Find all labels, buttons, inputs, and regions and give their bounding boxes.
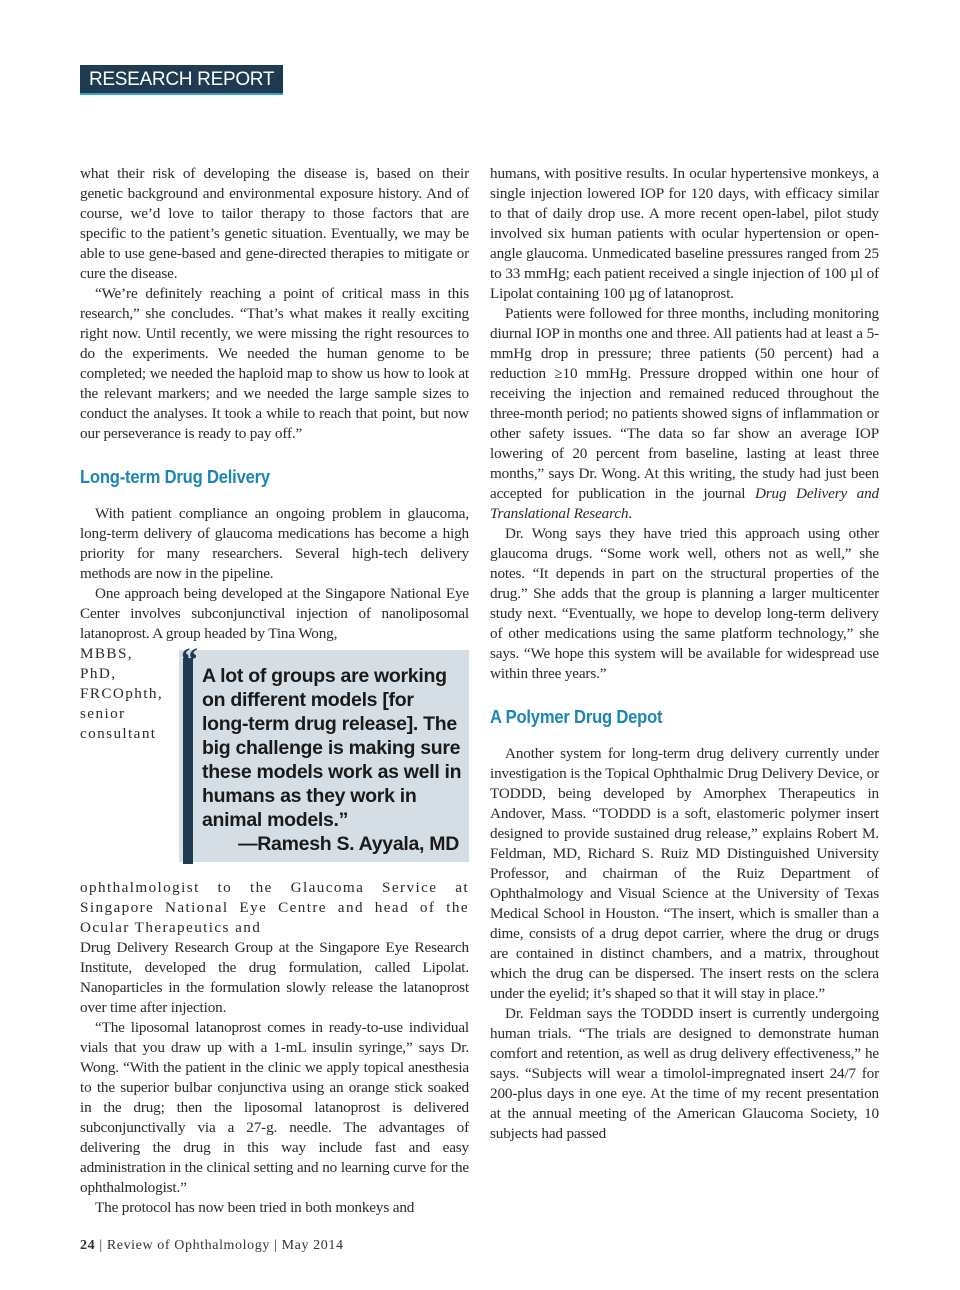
quote-mark-icon: “ — [181, 642, 198, 679]
section-heading-polymer: A Polymer Drug Depot — [490, 707, 663, 727]
paragraph — [490, 304, 879, 524]
paragraph: Drug Delivery Research Group at the Singapore Eye Research Institute, developed the drug formulation, called Lipolat. Nanoparticles in the formulation slowly release the latanoprost over time after injection. — [80, 939, 469, 1016]
right-column — [490, 164, 879, 1144]
pull-quote-text: A lot of groups are working on different models [for long-term drug release]. The big challenge is making sure these models work as well in humans as they work in animal models.” — [202, 665, 462, 831]
paragraph-text: One approach being developed at the Singapore National Eye Center involves subconjunctival injection of nanoliposomal latanoprost. A group headed by Tina Wong, — [80, 585, 469, 642]
pull-quote — [179, 642, 469, 872]
paragraph: Dr. Wong says they have tried this approach using other glaucoma drugs. “Some work well, others not as well,” she notes. “It depends in part on the structural properties of the drug.” She adds that the group is planning a larger multicenter study next. “Eventually, we hope to develop long-term delivery of other medications using the same platform technology,” she says. “We hope this system will be available for widespread use within three years.” — [490, 525, 879, 682]
paragraph: The protocol has now been tried in both monkeys and — [95, 1199, 415, 1216]
pull-quote-bar — [183, 658, 193, 864]
paragraph: “We’re definitely reaching a point of critical mass in this research,” she concludes. “That’s what makes it really exciting right now. Until recently, we were missing the right resources to do the experiments. We needed the human genome to be completed; we needed the haploid map to show us how to look at the relevant markers; and we needed the large sample sizes to conduct the analyses. It took a while to reach that point, but now our perseverance is ready to pay off.” — [80, 285, 469, 442]
issue-date: May 2014 — [281, 1238, 344, 1253]
paragraph: MBBS, PhD, FRCOphth, senior consultant ophthalmologist to the Glaucoma Service at Singapore National Eye Centre and head of the Ocular Therapeutics and — [80, 645, 469, 936]
footer-separator: | — [99, 1238, 103, 1253]
footer-separator: | — [274, 1238, 278, 1253]
paragraph: Dr. Feldman says the TODDD insert is currently undergoing human trials. “The trials are designed to demonstrate human comfort and retention, as well as drug delivery effectiveness,” he says. “Subjects will wear a timolol-impregnated insert 24/7 for 200-plus days in one eye. At the time of my recent presentation at the annual meeting of the American Glaucoma Society, 10 subjects had passed — [490, 1005, 879, 1142]
publication-name: Review of Ophthalmology — [106, 1238, 270, 1253]
page-footer — [80, 1238, 344, 1254]
paragraph-end: . — [628, 505, 632, 522]
paragraph: Another system for long-term drug delivery currently under investigation is the Topical Ophthalmic Drug Delivery Device, or TODDD, being developed by Amorphex Therapeutics in Andover, Mass. “TODDD is a soft, elastomeric polymer insert designed to provide sustained drug release,” explains Robert M. Feldman, MD, Richard S. Ruiz MD Distinguished University Professor, and chairman of the Ruiz Department of Ophthalmology and Visual Science at the University of Texas Medical School in Houston. “The insert, which is smaller than a dime, consists of a drug depot carrier, where the drug or drugs are contained in distinct chambers, and a matrix, throughout which the drug can be dispersed. The insert rests on the sclera under the eyelid; it’s shaped so that it will stay in place.” — [490, 745, 879, 1002]
left-column — [80, 164, 469, 1218]
paragraph-text: Patients were followed for three months, including monitoring diurnal IOP in months one and three. All patients had at least a 5-mmHg drop in pressure; three patients (50 percent) had a reduction ≥10 mmHg. Pressure dropped within one hour of receiving the injection and remained reduced throughout the three-month period; no patients showed signs of inflammation or other safety issues. “The data so far show an average IOP lowering of 20 percent from baseline, lasting at least three months,” says Dr. Wong. At this writing, the study had just been accepted for publication in the journal — [490, 305, 879, 502]
section-tag: RESEARCH REPORT — [80, 65, 283, 95]
pull-quote-attribution: —Ramesh S. Ayyala, MD — [238, 833, 459, 855]
journal-title: Drug Delivery and Translational Research — [490, 485, 879, 522]
paragraph — [80, 584, 469, 644]
paragraph: what their risk of developing the disease is, based on their genetic background and environmental exposure history. And of course, we’d love to tailor therapy to those factors that are specific to the patient’s genetic situation. Eventually, we may be able to use gene-based and gene-directed therapies to mitigate or cure the disease. — [80, 165, 469, 282]
section-heading-long-term: Long-term Drug Delivery — [80, 467, 270, 487]
paragraph: “The liposomal latanoprost comes in ready-to-use individual vials that you draw up with a 1-mL insulin syringe,” says Dr. Wong. “With the patient in the clinic we apply topical anesthesia to the superior bulbar conjunctiva using an orange stick soaked in the drug; then the liposomal latanoprost is delivered subconjunctivally via a 27-g. needle. The advantages of delivering the drug in this way include fast and easy administration in the clinical setting and no learning curve for the ophthalmologist.” — [80, 1019, 469, 1196]
paragraph: humans, with positive results. In ocular hypertensive monkeys, a single injection lowered IOP for 120 days, with efficacy similar to that of daily drop use. A more recent open-label, pilot study involved six human patients with ocular hypertension or open-angle glaucoma. Unmedicated baseline pressures ranged from 25 to 33 mmHg; each patient received a single injection of 100 µl of Lipolat containing 100 µg of latanoprost. — [490, 165, 879, 302]
page-number: 24 — [80, 1238, 96, 1253]
paragraph: With patient compliance an ongoing problem in glaucoma, long-term delivery of glaucoma medications has become a high priority for many researchers. Several high-tech delivery methods are now in the pipeline. — [80, 505, 469, 582]
